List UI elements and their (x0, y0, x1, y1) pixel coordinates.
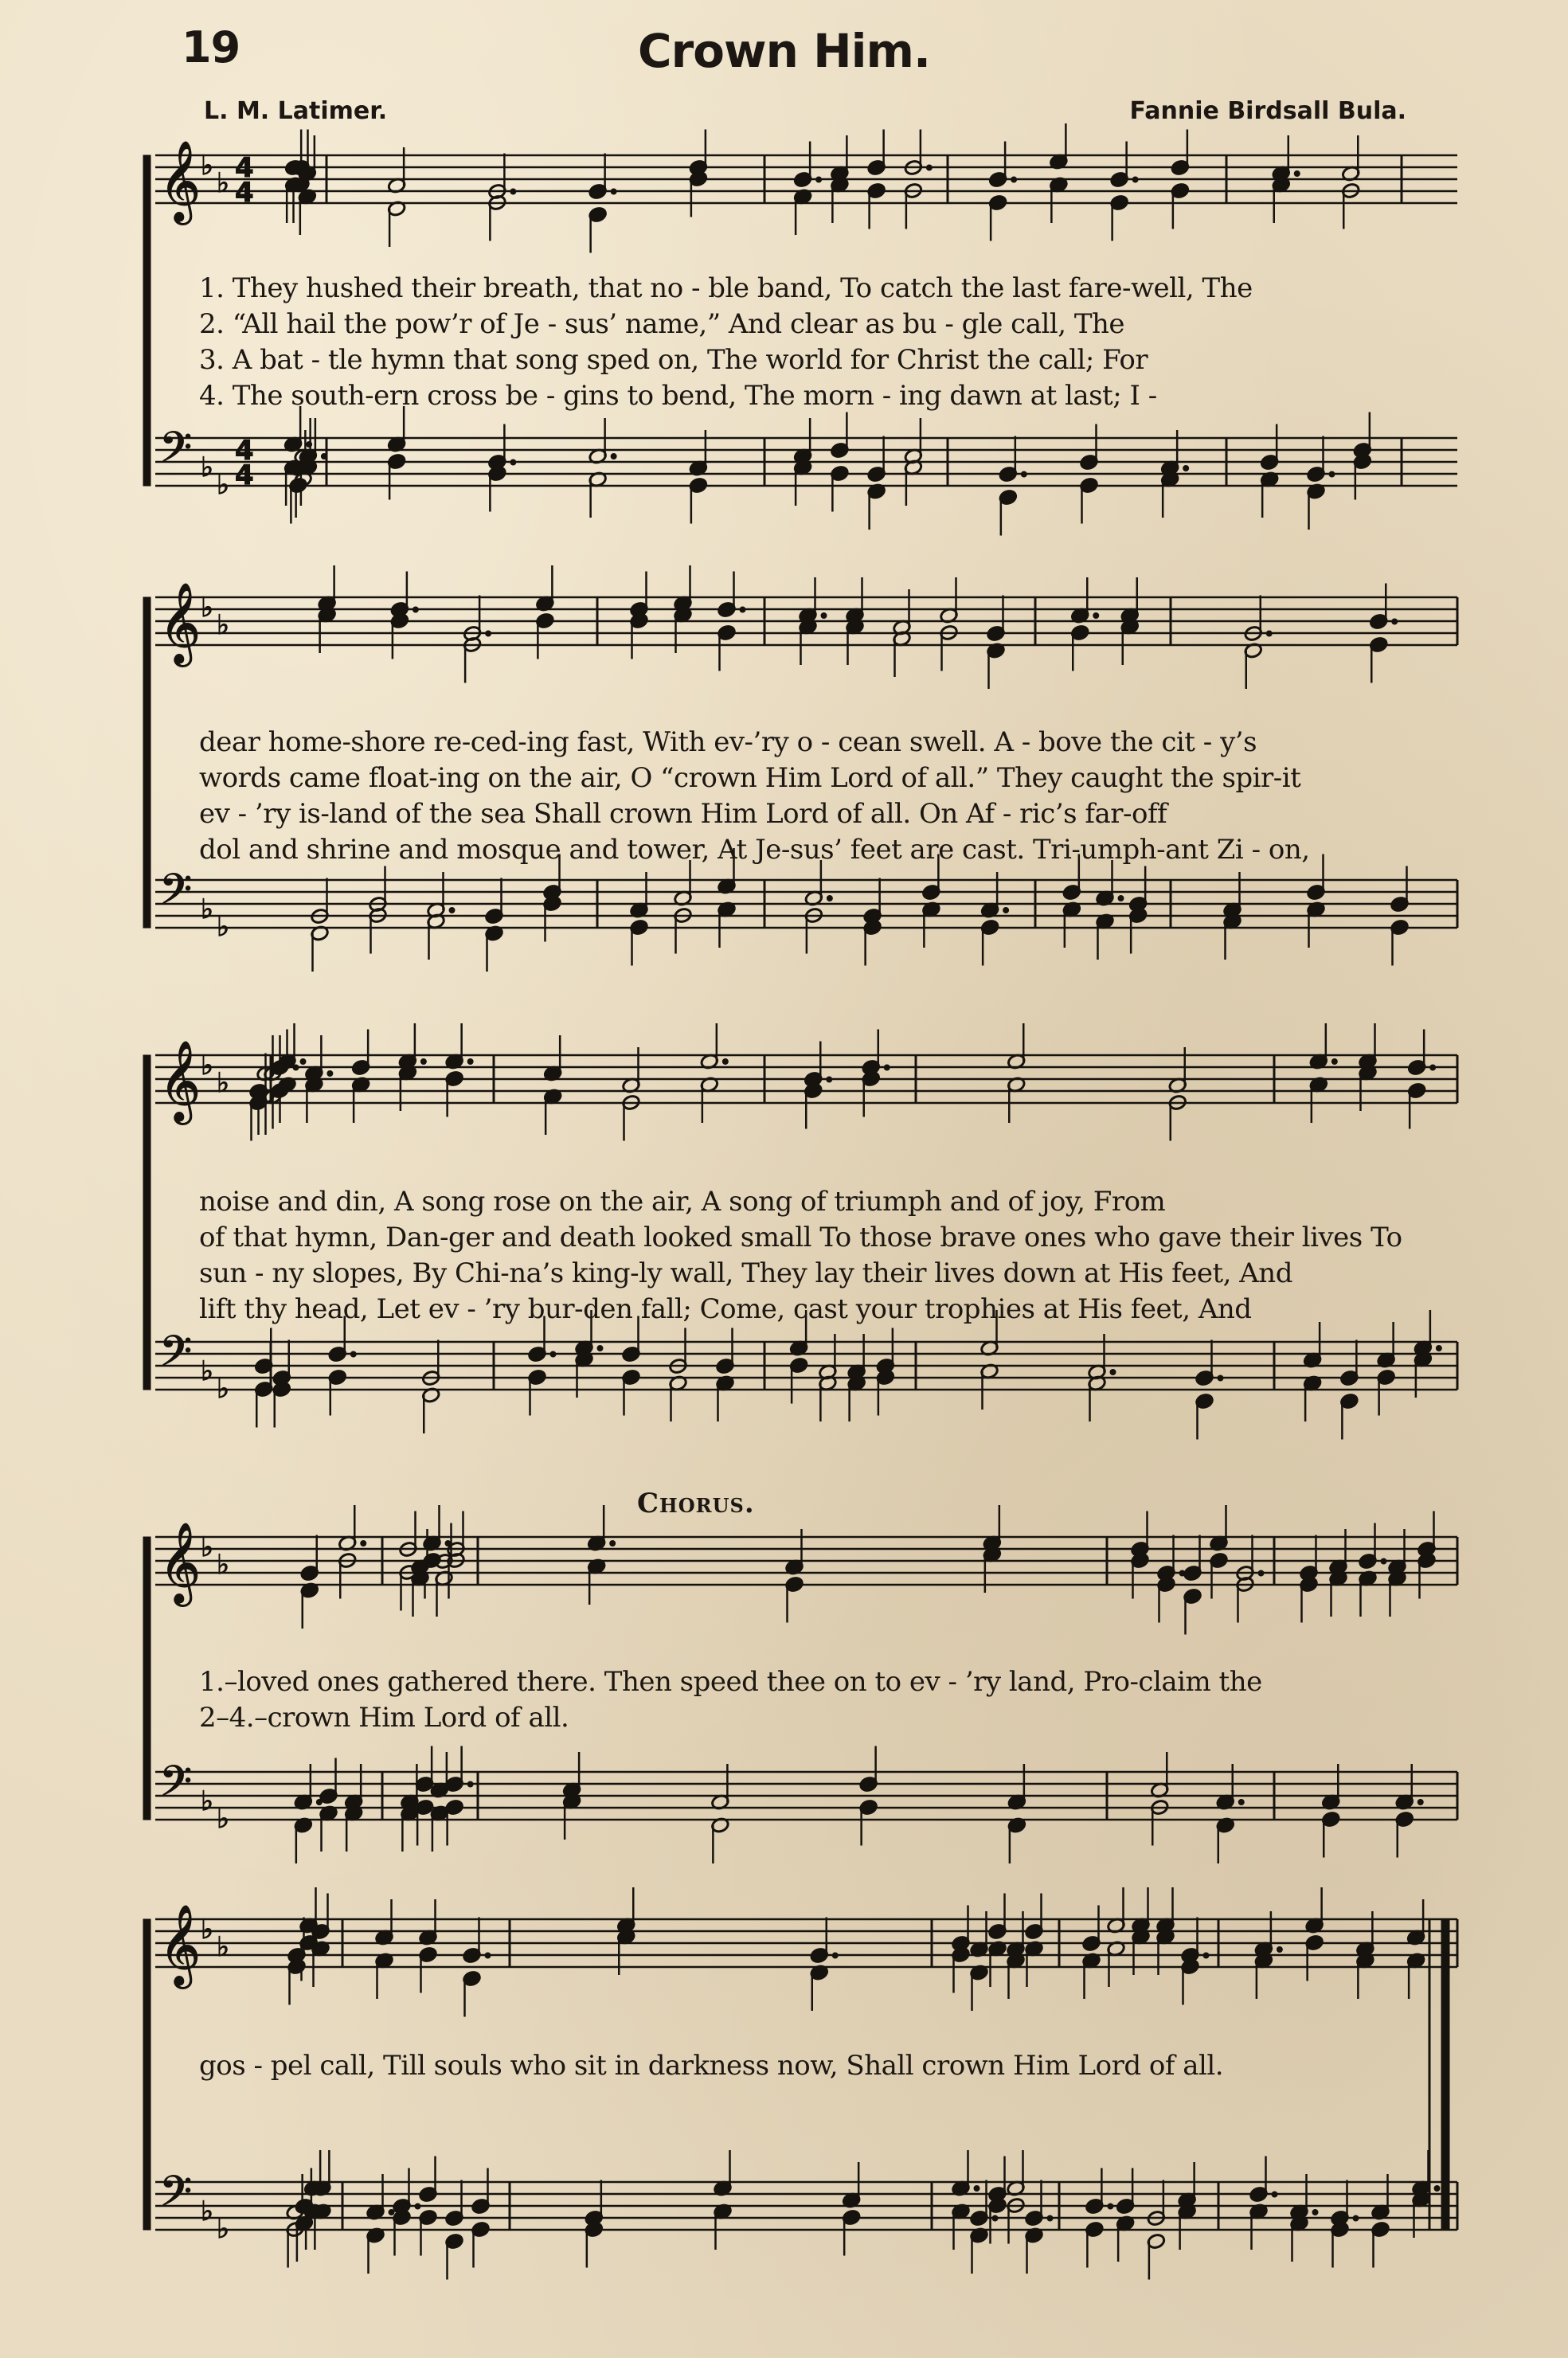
flat-sign-icon: ♭ (201, 1050, 214, 1081)
dot-mark (510, 189, 516, 194)
music-system-3 (143, 1039, 1457, 1461)
system-bracket (143, 1055, 151, 1390)
system-bracket (143, 597, 151, 928)
dot-mark (467, 1781, 473, 1787)
dot-mark (361, 1541, 366, 1547)
lyrics-block (199, 1664, 1449, 1736)
lyric-verse-2: of that hymn, Dan-ger and death looked small To those brave ones who gave their lives To (199, 1222, 1402, 1253)
treble-clef-icon: 𝄞 (159, 1039, 201, 1121)
dot-mark (884, 1065, 890, 1070)
flat-sign-icon: ♭ (217, 911, 230, 943)
dot-mark (389, 2210, 394, 2215)
flat-sign-icon: ♭ (201, 150, 214, 182)
flat-sign-icon: ♭ (217, 1931, 230, 1963)
flat-sign-icon: ♭ (217, 2213, 230, 2245)
lyric-verse-4: 4. The south-ern cross be - gins to bend, The morn - ing dawn at last; I - (199, 380, 1157, 412)
dot-mark (420, 1059, 426, 1065)
dot-mark (821, 613, 827, 619)
dot-mark (992, 2215, 998, 2221)
hymn-title: Crown Him. (638, 24, 930, 78)
dot-mark (486, 631, 491, 636)
dot-mark (1021, 471, 1026, 477)
dot-mark (1381, 1558, 1386, 1564)
dot-mark (1011, 177, 1017, 182)
treble-clef-icon: 𝄞 (159, 1521, 201, 1603)
lyric-verse-2: 2. “All hail the pow’r of Je - sus’ name,” And clear as bu - gle call, The (199, 308, 1125, 340)
music-system-4-chorus (143, 1521, 1457, 1871)
system-bracket (143, 1537, 151, 1820)
lyric-verse-3: 3. A bat - tle hymn that song sped on, The world for Christ the call; For (199, 344, 1148, 376)
dot-mark (611, 189, 616, 194)
lyrics-block (199, 2048, 1449, 2084)
bass-clef-icon: 𝄢 (159, 2168, 193, 2227)
dot-mark (1436, 1346, 1441, 1351)
dot-mark (413, 607, 418, 612)
dot-mark (1331, 1059, 1337, 1065)
dot-mark (1183, 466, 1189, 471)
dot-mark (1258, 1570, 1264, 1576)
dot-mark (816, 177, 822, 182)
lyric-verse-3: ev - ’ry is-land of the sea Shall crown Him Lord of all. On Af - ric’s far-off (199, 798, 1167, 830)
flat-sign-icon: ♭ (217, 1549, 230, 1581)
dot-mark (1110, 1370, 1116, 1375)
dot-mark (327, 1071, 333, 1077)
flat-sign-icon: ♭ (201, 1914, 214, 1945)
dot-mark (740, 607, 745, 612)
dot-mark (611, 454, 616, 459)
dot-mark (272, 1089, 277, 1094)
dot-mark (926, 165, 932, 170)
dot-mark (1434, 2186, 1440, 2192)
dot-mark (1430, 1065, 1436, 1070)
lyric-verse-4: dol and shrine and mosque and tower, At Je-sus’ feet are cast. Tri-umph-ant Zi - on, (199, 834, 1310, 866)
time-signature-digit: 4 (235, 177, 254, 209)
dot-mark (1118, 896, 1124, 901)
dot-mark (1294, 171, 1300, 177)
dot-mark (449, 908, 455, 913)
dot-mark (510, 459, 516, 465)
treble-clef-icon: 𝄞 (159, 1903, 201, 1985)
bass-clef-icon: 𝄢 (159, 424, 193, 483)
flat-sign-icon: ♭ (217, 1067, 230, 1099)
chorus-heading: Chorus. (637, 1488, 755, 1519)
flat-sign-icon: ♭ (217, 1803, 230, 1835)
dot-mark (1329, 471, 1335, 477)
flat-sign-icon: ♭ (201, 1785, 214, 1817)
dot-mark (1132, 177, 1138, 182)
lyric-verse-1: noise and din, A song rose on the air, A song of triumph and of joy, From (199, 1186, 1166, 1218)
music-system-1 (143, 139, 1457, 534)
dot-mark (1417, 1800, 1423, 1805)
dot-mark (1272, 2192, 1277, 2197)
time-signature-digit: 4 (235, 152, 254, 184)
dot-mark (827, 1077, 832, 1082)
lyrics-block (199, 725, 1449, 868)
lyric-verse-4: lift thy head, Let ev - ’ry bur-den fall; Come, cast your trophies at His feet, And (199, 1293, 1252, 1325)
treble-clef-icon: 𝄞 (159, 139, 201, 221)
dot-mark (610, 1541, 616, 1547)
dot-mark (1277, 1947, 1282, 1953)
flat-sign-icon: ♭ (217, 609, 230, 641)
system-bracket (143, 155, 151, 486)
dot-mark (550, 1351, 556, 1357)
dot-mark (1047, 2215, 1053, 2221)
lyric-verse-1: dear home-shore re-ced-ing fast, With ev-’ry o - cean swell. A - bove the cit - y’s (199, 726, 1257, 758)
music-system-5 (143, 1903, 1457, 2286)
flat-sign-icon: ♭ (217, 1373, 230, 1405)
system-bracket (143, 1919, 151, 2230)
flat-sign-icon: ♭ (201, 452, 214, 483)
dot-mark (1108, 2204, 1113, 2209)
treble-clef-icon: 𝄞 (159, 581, 201, 663)
dot-mark (1266, 631, 1272, 636)
flat-sign-icon: ♭ (201, 2196, 214, 2227)
dot-mark (1203, 1953, 1209, 1958)
lyric-verse-1: 1. They hushed their breath, that no - ble band, To catch the last fare-well, The (199, 272, 1253, 304)
dot-mark (974, 2186, 980, 2192)
dot-mark (300, 1059, 306, 1065)
dot-mark (722, 1059, 728, 1065)
bass-clef-icon: 𝄢 (159, 1328, 193, 1386)
dot-mark (597, 1346, 603, 1351)
time-signature-digit: 4 (235, 435, 254, 467)
flat-sign-icon: ♭ (217, 469, 230, 501)
composer-credit: L. M. Latimer. (204, 97, 388, 125)
dot-mark (485, 1953, 491, 1958)
bass-clef-icon: 𝄢 (159, 1758, 193, 1816)
dot-mark (1238, 1800, 1244, 1805)
lyric-final-line: gos - pel call, Till souls who sit in darkness now, Shall crown Him Lord of all. (199, 2050, 1224, 2082)
dot-mark (293, 1065, 299, 1070)
lyricist-credit: Fannie Birdsall Bula. (1129, 97, 1406, 125)
dot-mark (467, 1059, 473, 1065)
dot-mark (350, 1351, 356, 1357)
flat-sign-icon: ♭ (201, 894, 214, 925)
dot-mark (1312, 2210, 1318, 2215)
dot-mark (1093, 613, 1099, 619)
lyric-chorus-ending-1: 1.–loved ones gathered there. Then speed thee on to ev - ’ry land, Pro-claim the (199, 1666, 1262, 1698)
dot-mark (1392, 619, 1398, 624)
lyric-chorus-ending-2: 2–4.–crown Him Lord of all. (199, 1702, 569, 1734)
staff-notation (143, 1903, 1457, 2286)
lyrics-block (199, 271, 1449, 414)
flat-sign-icon: ♭ (201, 1531, 214, 1563)
hymn-number: 19 (182, 22, 240, 72)
time-signature-digit: 4 (235, 459, 254, 491)
lyrics-block (199, 1184, 1449, 1328)
dot-mark (1353, 2215, 1359, 2221)
dot-mark (415, 2204, 420, 2209)
flat-sign-icon: ♭ (201, 592, 214, 624)
bass-clef-icon: 𝄢 (159, 866, 193, 925)
music-system-2 (143, 581, 1457, 1003)
flat-sign-icon: ♭ (201, 1355, 214, 1387)
lyric-verse-2: words came float-ing on the air, O “crown Him Lord of all.” They caught the spir-it (199, 762, 1301, 794)
dot-mark (832, 1953, 838, 1958)
dot-mark (827, 896, 832, 901)
dot-mark (1003, 908, 1009, 913)
flat-sign-icon: ♭ (217, 167, 230, 199)
dot-mark (1218, 1375, 1223, 1381)
lyric-verse-3: sun - ny slopes, By Chi-na’s king-ly wall, They lay their lives down at His feet, And (199, 1257, 1292, 1289)
